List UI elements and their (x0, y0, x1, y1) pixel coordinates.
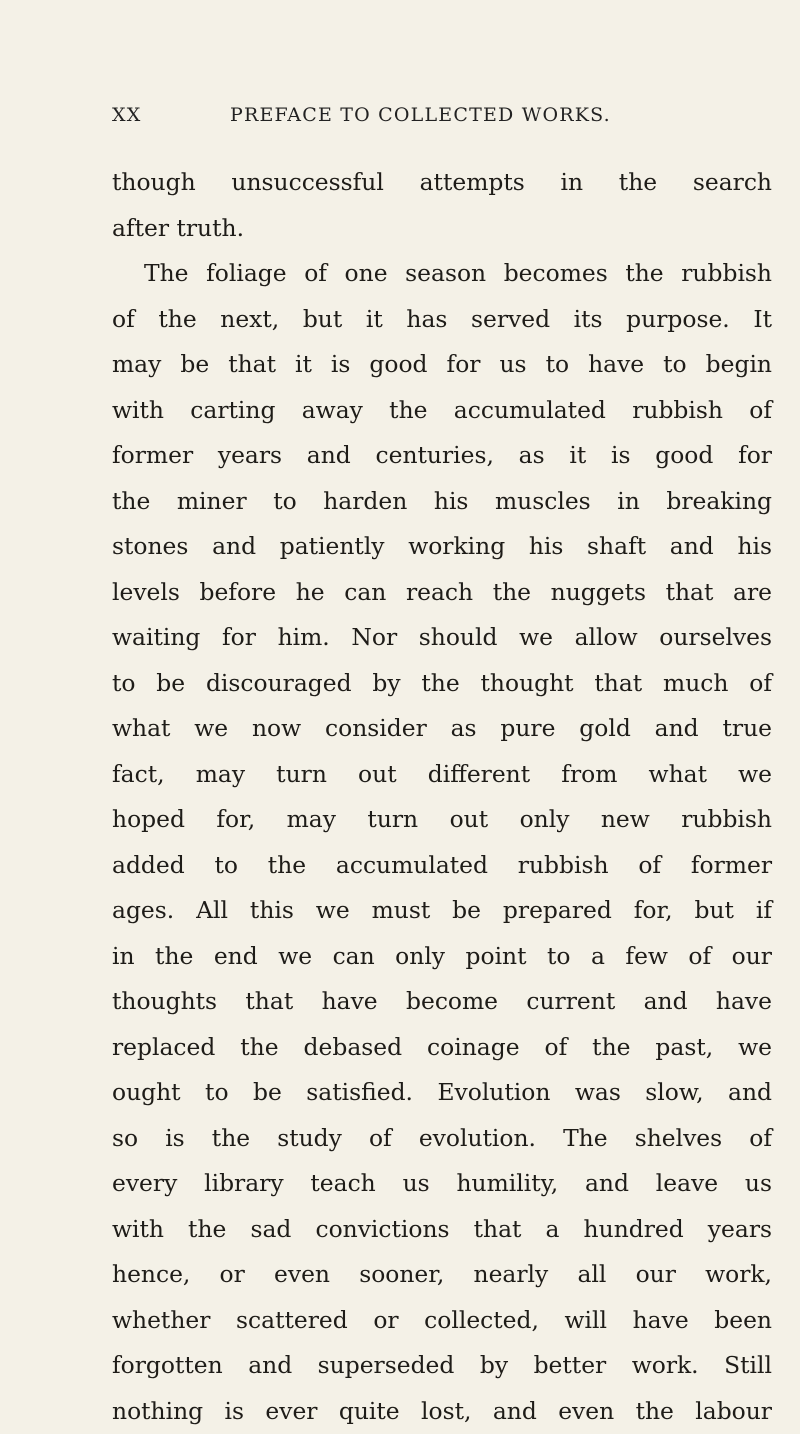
page-number: XX (112, 104, 141, 126)
text-line: whether scattered or collected, will have been (112, 1298, 772, 1344)
text-line: replaced the debased coinage of the past, we (112, 1025, 772, 1071)
text-line: waiting for him. Nor should we allow ourselves (112, 615, 772, 661)
text-line: with carting away the accumulated rubbish of (112, 388, 772, 434)
text-line: every library teach us humility, and leave us (112, 1161, 772, 1207)
text-line: what we now consider as pure gold and true (112, 706, 772, 752)
text-line: the miner to harden his muscles in breaking (112, 479, 772, 525)
text-line: forgotten and superseded by better work. Still (112, 1343, 772, 1389)
text-line: of the next, but it has served its purpose. It (112, 297, 772, 343)
text-line: to be discouraged by the thought that much of (112, 661, 772, 707)
text-line: levels before he can reach the nuggets that are (112, 570, 772, 616)
text-line: so is the study of evolution. The shelves of (112, 1116, 772, 1162)
text-line: The foliage of one season becomes the rubbish (112, 251, 772, 297)
running-title: PREFACE TO COLLECTED WORKS. (230, 104, 611, 126)
text-line: fact, may turn out different from what we (112, 752, 772, 798)
text-line: added to the accumulated rubbish of former (112, 843, 772, 889)
text-line: nothing is ever quite lost, and even the labour (112, 1389, 772, 1434)
text-line: with the sad convictions that a hundred years (112, 1207, 772, 1253)
text-line: hence, or even sooner, nearly all our work, (112, 1252, 772, 1298)
text-line: thoughts that have become current and have (112, 979, 772, 1025)
text-line: after truth. (112, 206, 772, 252)
text-line: ought to be satisfied. Evolution was slow, and (112, 1070, 772, 1116)
text-line: though unsuccessful attempts in the search (112, 160, 772, 206)
body-text (112, 160, 772, 1434)
text-line: hoped for, may turn out only new rubbish (112, 797, 772, 843)
text-line: former years and centuries, as it is good for (112, 433, 772, 479)
text-line: may be that it is good for us to have to begin (112, 342, 772, 388)
text-line: stones and patiently working his shaft and his (112, 524, 772, 570)
running-head (112, 104, 652, 138)
text-line: in the end we can only point to a few of our (112, 934, 772, 980)
text-line: ages. All this we must be prepared for, but if (112, 888, 772, 934)
